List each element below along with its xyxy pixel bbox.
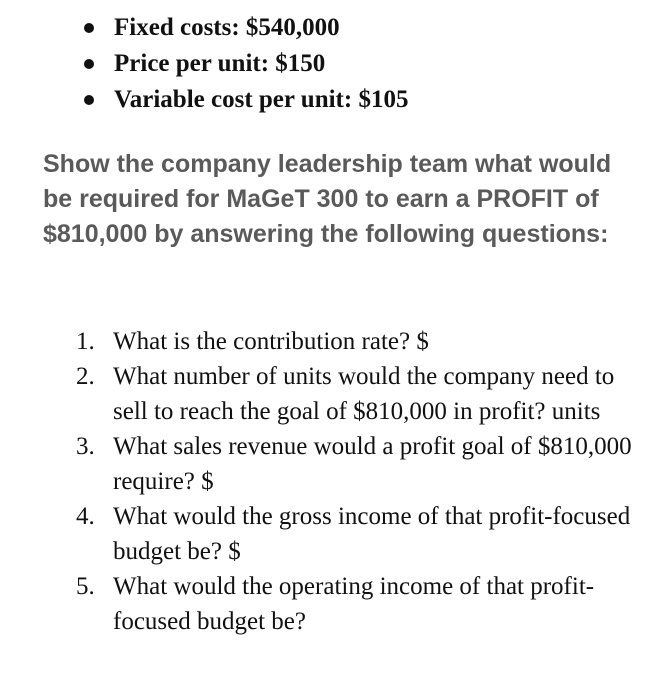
facts-list	[84, 10, 408, 118]
question-item	[76, 429, 636, 499]
question-number: 1.	[76, 328, 95, 355]
question-number: 3.	[76, 433, 95, 460]
questions-list	[76, 324, 636, 639]
bullet-icon	[84, 59, 94, 69]
question-text: What would the gross income of that profit-focused budget be? $	[113, 503, 631, 565]
prompt-heading: Show the company leadership team what would be required for MaGeT 300 to earn a PROFIT of $810,000 by answering the following questions:	[43, 150, 612, 248]
question-text: What is the contribution rate? $	[113, 328, 429, 355]
question-text: What number of units would the company need to sell to reach the goal of $810,000 in profit? units	[113, 363, 615, 425]
bullet-icon	[84, 95, 94, 105]
fact-item	[84, 46, 408, 82]
question-number: 5.	[76, 573, 95, 600]
question-item	[76, 324, 636, 359]
fact-text: Price per unit: $150	[114, 50, 326, 77]
question-number: 4.	[76, 503, 95, 530]
fact-text: Fixed costs: $540,000	[114, 14, 340, 41]
question-item	[76, 499, 636, 569]
question-item	[76, 359, 636, 429]
question-item	[76, 569, 636, 639]
question-number: 2.	[76, 363, 95, 390]
fact-item	[84, 10, 408, 46]
question-text: What sales revenue would a profit goal of $810,000 require? $	[113, 433, 632, 495]
fact-text: Variable cost per unit: $105	[114, 86, 409, 113]
question-text: What would the operating income of that profit-focused budget be?	[113, 573, 595, 635]
bullet-icon	[84, 23, 94, 33]
fact-item	[84, 82, 408, 118]
